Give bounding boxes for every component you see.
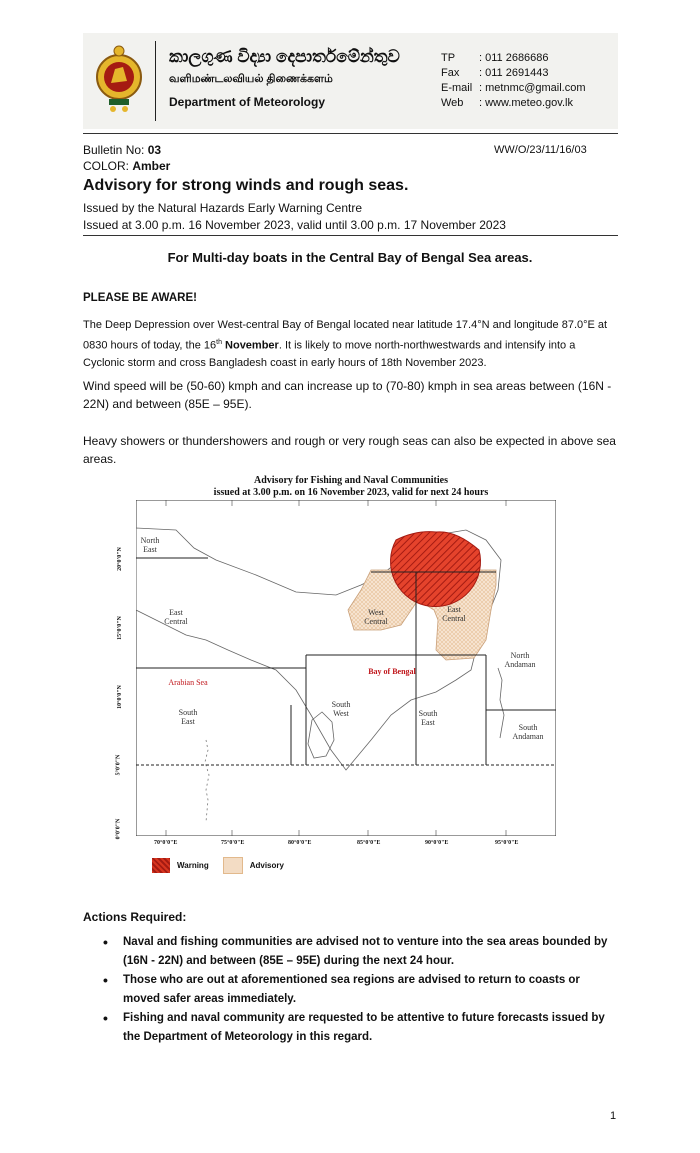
- actions-list: [83, 933, 618, 1047]
- lat-tick: 5°0'0"N: [115, 754, 122, 776]
- region-label-line: North: [140, 536, 160, 545]
- list-item: • Naval and fishing communities are advised not to venture into the sea areas bounded by (16N - 22N) and between (85E – 95E) during the next 24 hour.: [83, 933, 618, 971]
- letterhead: [83, 33, 618, 129]
- issued-at: Issued at 3.00 p.m. 16 November 2023, valid until 3.00 p.m. 17 November 2023: [83, 218, 506, 232]
- map-lon-ticks: [136, 840, 556, 852]
- paragraph-showers: Heavy showers or thundershowers and rough or very rough seas can also be expected in above sea areas.: [83, 434, 616, 466]
- contact-label: TP: [441, 52, 456, 64]
- region-label-line: East: [143, 545, 157, 554]
- dept-name-tamil: வளிமண்டலவியல் திணைக்களம்: [169, 73, 333, 85]
- region-south-east-bay: [419, 709, 438, 727]
- map-title-line1: Advisory for Fishing and Naval Communities: [253, 475, 448, 486]
- map-title-line2: issued at 3.00 p.m. on 16 November 2023, valid for next 24 hours: [213, 487, 489, 498]
- bulletin-color: [83, 159, 170, 173]
- lat-tick: 10°0'0"N: [116, 685, 123, 709]
- region-bay-of-bengal: Bay of Bengal: [368, 667, 416, 676]
- region-label-line: West: [368, 608, 384, 617]
- please-be-aware: PLEASE BE AWARE!: [83, 292, 197, 304]
- issued-by: Issued by the Natural Hazards Early Warning Centre: [83, 201, 363, 215]
- map-title: [136, 475, 566, 499]
- meta-rule: [83, 235, 618, 236]
- contact-label: E-mail: [441, 82, 473, 94]
- region-north-east: [141, 536, 160, 554]
- bulletin-color-label: COLOR:: [83, 159, 133, 173]
- map-legend: [152, 856, 284, 874]
- region-label-line: East: [169, 608, 183, 617]
- contact-label: Web: [441, 97, 464, 109]
- contact-value: : metnmc@gmail.com: [479, 82, 586, 94]
- subheading: For Multi-day boats in the Central Bay of Bengal Sea areas.: [167, 250, 533, 265]
- bulletin-title: Advisory for strong winds and rough seas.: [83, 177, 409, 194]
- lon-tick: 90°0'0"E: [425, 840, 449, 846]
- lon-tick: 70°0'0"E: [154, 840, 178, 846]
- region-label-line: South: [331, 700, 351, 709]
- para1-text-a: The Deep Depression over West-central Bay of Bengal located near latitude 17.4°N and longitude 87.0°E at 0830 hours of today, the 16: [83, 319, 608, 352]
- para1-text-c: . It is likely to move north-northwestwards and intensify into a Cyclonic storm and cross Bangladesh coast in early hours of 18th November 2023.: [83, 339, 576, 369]
- para1-sup: th: [216, 339, 222, 346]
- region-label-line: Andaman: [504, 660, 536, 669]
- region-south-east: [179, 708, 198, 726]
- lat-tick: 15°0'0"N: [116, 616, 123, 640]
- contact-value: : 011 2691443: [479, 67, 549, 79]
- contact-label: Fax: [441, 67, 460, 79]
- para1-text-b: November: [221, 339, 279, 352]
- list-item: • Those who are out at aforementioned sea regions are advised to return to coasts or moved safer areas immediately.: [83, 971, 618, 1009]
- contact-value: : 011 2686686: [479, 52, 549, 64]
- lat-tick: 20°0'0"N: [116, 547, 123, 571]
- legend-warning-label: Warning: [177, 860, 209, 870]
- advisory-map: [136, 500, 556, 836]
- region-label-line: South: [518, 723, 538, 732]
- page-number: 1: [610, 1110, 617, 1122]
- region-arabian-sea: Arabian Sea: [168, 678, 208, 687]
- region-label-line: Central: [364, 617, 388, 626]
- dept-name-sinhala: කාලගුණ විද්‍යා දෙපාර්තමේන්තුව: [169, 47, 400, 66]
- lon-tick: 85°0'0"E: [357, 840, 381, 846]
- paragraph-depression: [83, 317, 618, 372]
- region-south-west: [332, 700, 351, 718]
- header-rule: [83, 133, 618, 134]
- bulletin-number-label: Bulletin No:: [83, 143, 148, 157]
- lon-tick: 95°0'0"E: [495, 840, 519, 846]
- region-label-line: East: [447, 605, 461, 614]
- warning-swatch-icon: [152, 858, 170, 873]
- region-label-line: Central: [442, 614, 466, 623]
- contact-block: [441, 51, 586, 111]
- actions-heading: Actions Required:: [83, 910, 187, 924]
- advisory-swatch-icon: [223, 857, 243, 874]
- paragraph-wind: Wind speed will be (50-60) kmph and can increase up to (70-80) kmph in sea areas between (16N - 22N) and between (85E – 95E).: [83, 379, 612, 411]
- bulletin-ref: WW/O/23/11/16/03: [494, 144, 587, 156]
- region-label-line: North: [510, 651, 530, 660]
- bulletin-number: [83, 143, 161, 157]
- region-label-line: West: [333, 709, 349, 718]
- bulletin-color-value: Amber: [132, 159, 171, 173]
- region-label-line: East: [181, 717, 195, 726]
- list-item: • Fishing and naval community are requested to be attentive to future forecasts issued by the Department of Meteorology in this regard.: [83, 1009, 618, 1047]
- region-label-line: East: [421, 718, 435, 727]
- region-label-line: South: [178, 708, 198, 717]
- region-label-line: South: [418, 709, 438, 718]
- lon-tick: 80°0'0"E: [288, 840, 312, 846]
- dept-name-english: Department of Meteorology: [169, 95, 326, 109]
- region-label-line: Andaman: [512, 732, 544, 741]
- lon-tick: 75°0'0"E: [221, 840, 245, 846]
- legend-advisory-label: Advisory: [249, 860, 284, 870]
- lat-tick: 0°0'0"N: [115, 818, 122, 840]
- header-divider: [155, 41, 156, 121]
- map-lat-ticks: [115, 500, 134, 840]
- contact-value: : www.meteo.gov.lk: [479, 97, 573, 109]
- bulletin-number-value: 03: [147, 143, 162, 157]
- region-label-line: Central: [164, 617, 188, 626]
- sri-lanka-emblem-icon: [95, 43, 143, 115]
